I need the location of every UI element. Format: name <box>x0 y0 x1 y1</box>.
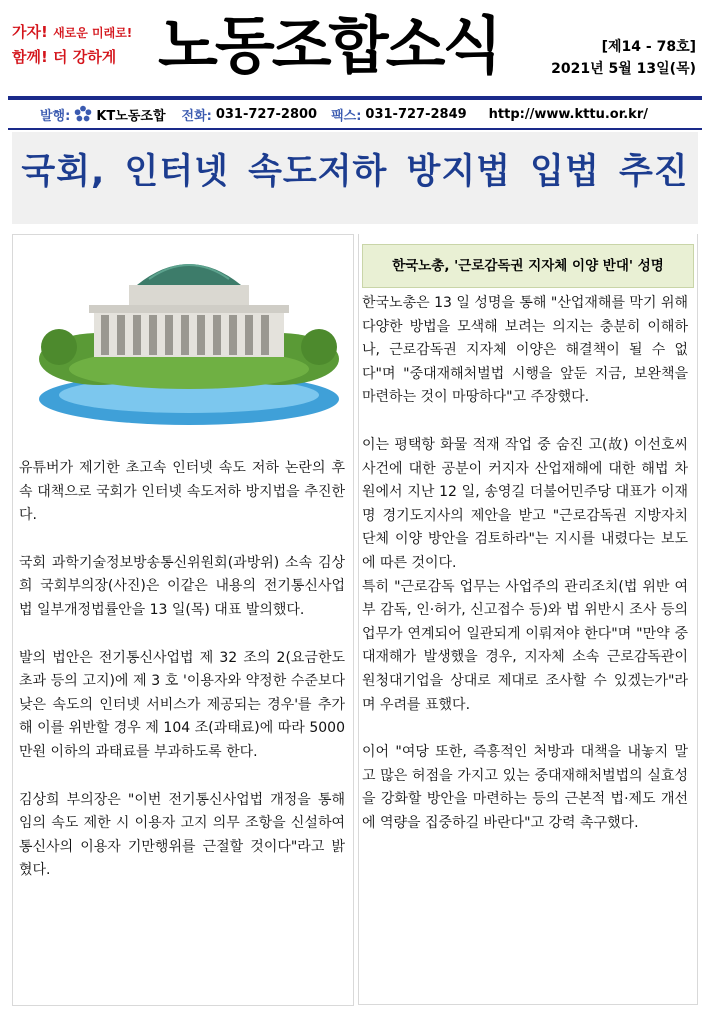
national-assembly-illustration <box>19 249 345 427</box>
phone-number: 031-727-2800 <box>215 106 318 122</box>
issue-date: 2021년 5월 13일(목) <box>551 61 696 77</box>
publisher-label: 발행: <box>40 108 71 124</box>
sidebar-headline: 한국노총, '근로감독권 지자체 이양 반대' 성명 <box>362 244 694 288</box>
sidebar-article-body <box>362 292 688 859</box>
publisher-name: KT노동조합 <box>96 108 166 124</box>
article-paragraph: 국회 과학기술정보방송통신위원회(과방위) 소속 김상희 국회부의장(사진)은 이같은 내용의 전기통신사업법 일부개정법률안을 13 일(목) 대표 발의했다. <box>19 554 345 618</box>
main-article-column <box>12 234 354 1006</box>
fax-label: 팩스: <box>331 108 362 124</box>
article-paragraph: 김상희 부의장은 "이번 전기통신사업법 개정을 통해 임의 속도 제한 시 이용자 고지 의무 조항을 신설하여 통신사의 이용자 기만행위를 근절할 것이다"라고 밝혔다. <box>19 791 345 879</box>
sidebar-paragraph: 한국노총은 13 일 성명을 통해 "산업재해를 막기 위해 다양한 방법을 모색해 보려는 의지는 충분히 이해하나, 근로감독권 지자체 이양은 해결책이 될 수 없다"며 "중대재해처벌법 시행을 앞둔 지금, 보완책을 마련하는 것이 마땅하다"고 주장했다. <box>362 295 688 406</box>
article-paragraph: 발의 법안은 전기통신사업법 제 32 조의 2(요금한도 초과 등의 고지)에 제 3 호 '이용자와 약정한 수준보다 낮은 속도의 인터넷 서비스가 제공되는 경우'를 추가해 이를 위반할 경우 제 104 조(과태료)에 따라 5000 만원 이하의 과태료를 부과하도록 한다. <box>19 649 345 760</box>
sidebar-paragraph: 이어 "여당 또한, 즉흥적인 처방과 대책을 내놓지 말고 많은 허점을 가지고 있는 중대재해처벌법의 실효성을 강화할 방안을 마련하는 등의 근본적 법·제도 개선에 역량을 집중하길 바란다"고 강력 촉구했다. <box>362 744 688 831</box>
sidebar-paragraph: 특히 "근로감독 업무는 사업주의 관리조치(법 위반 여부 감독, 인·허가, 신고접수 등)와 법 위반시 조사 등의 업무가 연계되어 일관되게 이뤄져야 한다"며 "만약 중대재해가 발생했을 경우, 지자체 소속 근로감독관이 원청대기업을 상대로 제대로 조사할 수 있겠는가"라며 우려를 표했다. <box>362 578 688 713</box>
phone-label: 전화: <box>181 108 212 124</box>
website-link[interactable]: http://www.kttu.or.kr/ <box>488 106 648 122</box>
newspaper-title: 노동조합소식 <box>158 9 500 82</box>
publisher-info-bar <box>8 101 702 127</box>
sidebar-paragraph: 이는 평택항 화물 적재 작업 중 숨진 고(故) 이선호씨 사건에 대한 공분이 커지자 산업재해에 대한 해법 차원에서 지난 12 일, 송영길 더불어민주당 대표가 이재명 경기도지사의 제안을 받고 "근로감독권 지방자치단체 이양 방안을 검토하라"는 지시를 내렸다는 보도에 따른 것이다. <box>362 436 688 571</box>
slogan-line1-a: 가자! <box>12 23 48 41</box>
kt-flower-logo-icon <box>74 105 92 123</box>
slogan <box>12 20 152 69</box>
article-paragraph: 유튜버가 제기한 초고속 인터넷 속도 저하 논란의 후속 대책으로 국회가 인터넷 속도저하 방지법을 추진한다. <box>19 460 345 524</box>
issue-number: [제14 - 78호] <box>601 39 696 55</box>
slogan-line2: 함께! 더 강하게 <box>12 48 117 66</box>
main-headline: 국회, 인터넷 속도저하 방지법 입법 추진 <box>21 152 689 192</box>
issue-info <box>551 36 696 80</box>
fax-number: 031-727-2849 <box>365 106 467 122</box>
top-rule <box>8 96 702 100</box>
bottom-rule <box>8 128 702 130</box>
masthead <box>0 0 710 95</box>
slogan-line1-b: 새로운 미래로! <box>53 26 133 40</box>
main-article-body <box>19 457 345 907</box>
